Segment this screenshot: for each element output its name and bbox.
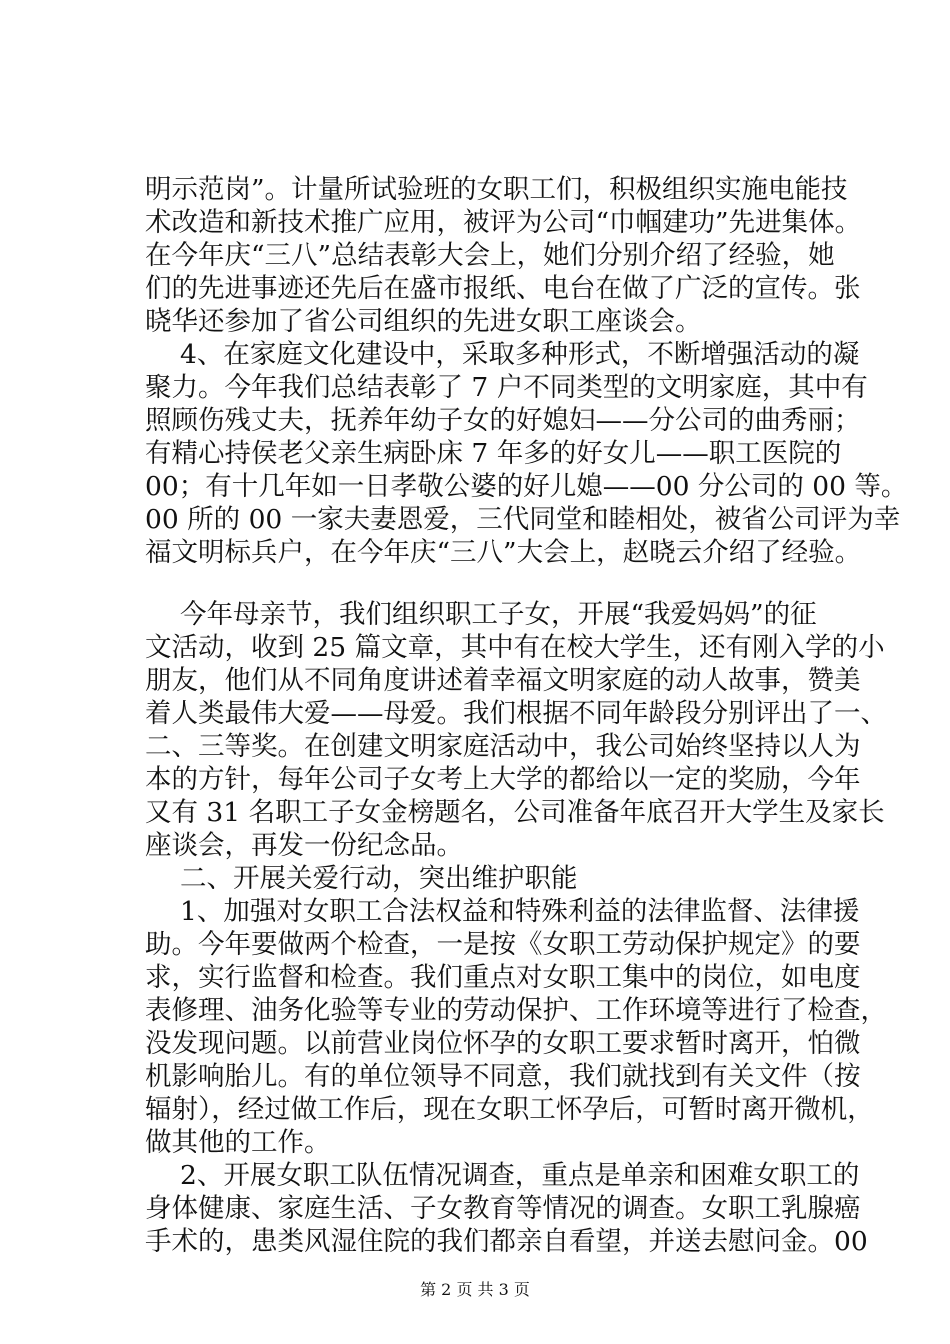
text-line: 明示范岗”。计量所试验班的女职工们，积极组织实施电能技 [145,174,848,205]
page-footer: 第 2 页 共 3 页 [420,1280,530,1299]
text-line: 在今年庆“三八”总结表彰大会上，她们分别介绍了经验，她 [145,240,835,271]
text-line: 座谈会，再发一份纪念品。 [145,830,463,861]
text-line: 辐射），经过做工作后，现在女职工怀孕后，可暂时离开微机， [145,1094,874,1125]
text-line: 手术的，患类风湿住院的我们都亲自看望，并送去慰问金。00 [145,1226,868,1257]
text-line: 二、三等奖。在创建文明家庭活动中，我公司始终坚持以人为 [145,731,861,762]
text-line: 助。今年要做两个检查，一是按《女职工劳动保护规定》的要 [145,929,861,960]
text-line: 求，实行监督和检查。我们重点对女职工集中的岗位，如电度 [145,962,861,993]
text-line: 有精心持侯老父亲生病卧床 7 年多的好女儿——职工医院的 [145,438,842,469]
text-line: 00；有十几年如一日孝敬公婆的好儿媳——00 分公司的 00 等。 [145,471,908,502]
text-line: 福文明标兵户，在今年庆“三八”大会上，赵晓云介绍了经验。 [145,537,862,568]
text-line: 文活动，收到 25 篇文章，其中有在校大学生，还有刚入学的小 [145,632,885,663]
text-line: 照顾伤残丈夫，抚养年幼子女的好媳妇——分公司的曲秀丽； [145,405,861,436]
text-line: 00 所的 00 一家夫妻恩爱，三代同堂和睦相处，被省公司评为幸 [145,504,901,535]
text-line: 们的先进事迹还先后在盛市报纸、电台在做了广泛的宣传。张 [145,273,861,304]
text-line: 又有 31 名职工子女金榜题名，公司准备年底召开大学生及家长 [145,797,885,828]
text-line: 聚力。今年我们总结表彰了 7 户不同类型的文明家庭，其中有 [145,372,868,403]
text-line: 朋友，他们从不同角度讲述着幸福文明家庭的动人故事，赞美 [145,665,861,696]
text-line: 机影响胎儿。有的单位领导不同意，我们就找到有关文件（按 [145,1061,861,1092]
text-line: 2、开展女职工队伍情况调查，重点是单亲和困难女职工的 [180,1160,860,1191]
text-line: 本的方针，每年公司子女考上大学的都给以一定的奖励，今年 [145,764,861,795]
text-line: 做其他的工作。 [145,1127,331,1158]
text-line: 身体健康、家庭生活、子女教育等情况的调查。女职工乳腺癌 [145,1193,861,1224]
section-heading: 二、开展关爱行动，突出维护职能 [180,863,578,894]
text-line: 没发现问题。以前营业岗位怀孕的女职工要求暂时离开，怕微 [145,1028,861,1059]
text-line: 表修理、油务化验等专业的劳动保护、工作环境等进行了检查， [145,995,887,1026]
text-line: 着人类最伟大爱——母爱。我们根据不同年龄段分别评出了一、 [145,698,887,729]
text-line: 术改造和新技术推广应用，被评为公司“巾帼建功”先进集体。 [145,207,862,238]
text-line: 晓华还参加了省公司组织的先进女职工座谈会。 [145,306,702,337]
text-line: 1、加强对女职工合法权益和特殊利益的法律监督、法律援 [180,896,860,927]
text-line: 今年母亲节，我们组织职工子女，开展“我爱妈妈”的征 [180,599,817,630]
text-line: 4、在家庭文化建设中，采取多种形式，不断增强活动的凝 [180,339,860,370]
